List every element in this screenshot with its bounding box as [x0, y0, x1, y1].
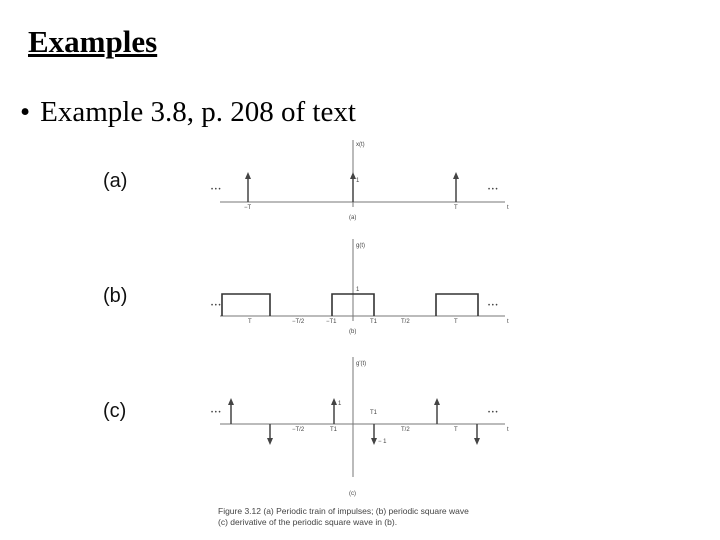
panel-a-tick: T [454, 205, 458, 211]
panel-c-tick: T1 [370, 410, 378, 416]
panel-a-ellipsis-right: • • • [488, 187, 498, 193]
panel-a [211, 140, 509, 221]
panel-b-sublabel: (b) [349, 329, 357, 335]
panel-c-y-label: g'(t) [356, 361, 367, 367]
panel-a-arrowhead [453, 172, 459, 179]
panel-b-tick: T [454, 319, 458, 325]
panel-b-ellipsis-right: • • • [488, 303, 498, 309]
panel-c-arrowhead-down [267, 438, 273, 445]
panel-c-arrowhead-up [331, 398, 337, 405]
panel-b-pulse-left [222, 294, 270, 316]
panel-a-arrowhead [245, 172, 251, 179]
panel-b-ellipsis-left: • • • [211, 303, 221, 309]
panel-b-tick: T1 [370, 319, 378, 325]
panel-c [211, 357, 509, 497]
panel-c-arrowhead-up [228, 398, 234, 405]
panel-b-level-label: 1 [356, 287, 360, 293]
caption-line-1: Figure 3.12 (a) Periodic train of impulses; (b) periodic square wave [218, 506, 469, 516]
panel-b-tick: −T1 [326, 319, 337, 325]
panel-c-tick: T [454, 427, 458, 433]
caption-line-2: (c) derivative of the periodic square wave in (b). [218, 517, 398, 527]
panel-label-b: (b) [103, 285, 128, 307]
panel-c-tick: t [507, 427, 509, 433]
panel-b [211, 239, 509, 335]
panel-b-tick: T/2 [401, 319, 410, 325]
panel-c-tick: T/2 [401, 427, 410, 433]
panel-b-tick: −T/2 [292, 319, 305, 325]
panel-b-tick: T [248, 319, 252, 325]
panel-label-c: (c) [103, 400, 127, 422]
panel-c-ellipsis-right: • • • [488, 410, 498, 416]
panel-c-tick: T1 [330, 427, 338, 433]
panel-b-pulse-right [436, 294, 478, 316]
panel-c-ellipsis-left: • • • [211, 410, 221, 416]
panel-a-impulse-label: 1 [356, 178, 360, 184]
panel-b-tick: t [507, 319, 509, 325]
panel-label-a: (a) [103, 170, 128, 192]
panel-c-tick: −T/2 [292, 427, 305, 433]
bullet-symbol: • [20, 96, 31, 128]
panel-a-tick: −T [244, 205, 252, 211]
panel-c-sublabel: (c) [349, 491, 356, 497]
figure-caption [218, 506, 498, 528]
bullet-item [20, 96, 356, 129]
panel-a-ellipsis-left: • • • [211, 187, 221, 193]
signal-figure [200, 135, 520, 505]
panel-c-arrowhead-down [371, 438, 377, 445]
panel-a-sublabel: (a) [349, 215, 357, 221]
panel-c-pos-label: 1 [338, 401, 342, 407]
panel-a-tick: t [507, 205, 509, 211]
slide-title: Examples [28, 24, 158, 59]
panel-c-arrowhead-down [474, 438, 480, 445]
panel-c-neg-label: − 1 [378, 439, 387, 445]
panel-a-y-label: x(t) [356, 142, 365, 148]
panel-c-arrowhead-up [434, 398, 440, 405]
panel-b-y-label: g(t) [356, 243, 365, 249]
bullet-text: Example 3.8, p. 208 of text [40, 96, 356, 128]
